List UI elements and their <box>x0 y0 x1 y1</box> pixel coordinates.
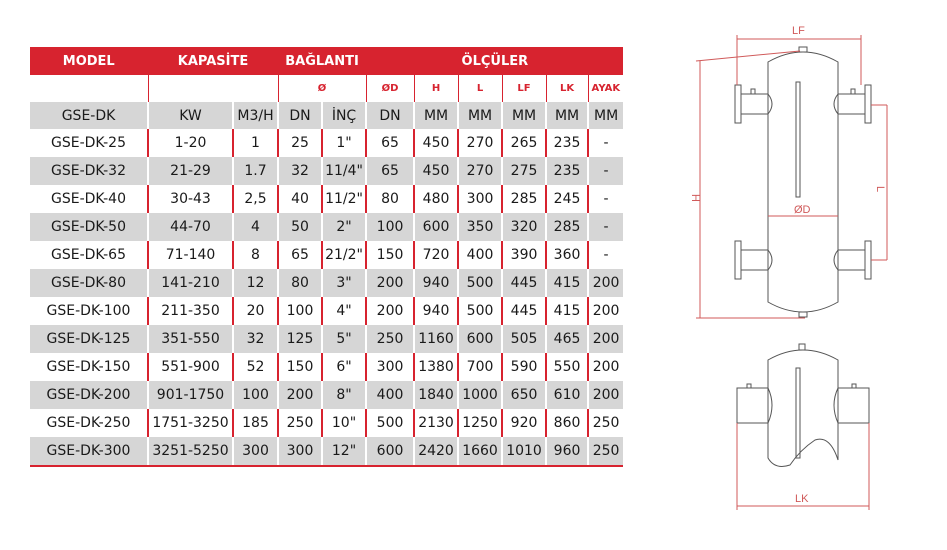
specifications-table <box>30 47 623 467</box>
header-model: MODEL <box>30 47 148 75</box>
unit-l: MM <box>458 102 502 129</box>
cell-model: GSE-DK-32 <box>30 157 148 185</box>
cell-ayak: 200 <box>588 297 623 325</box>
table-row <box>30 297 623 325</box>
cell-model: GSE-DK-40 <box>51 191 126 207</box>
cell-ayak: 200 <box>588 381 623 409</box>
cell-h: 2420 <box>414 437 458 466</box>
cell-model: GSE-DK-65 <box>51 247 126 263</box>
table-row <box>30 269 623 297</box>
subheader-l: L <box>458 75 502 102</box>
cell-h: 720 <box>414 241 458 269</box>
cell-kw: 30-43 <box>148 185 233 213</box>
cell-l: 270 <box>458 129 502 157</box>
cell-kw: 71-140 <box>148 241 233 269</box>
cell-model: GSE-DK-25 <box>51 135 126 151</box>
cell-kw: 211-350 <box>148 297 233 325</box>
bottom-drain-icon <box>799 312 807 317</box>
cell-lk: 465 <box>546 325 588 353</box>
cell-h: 480 <box>414 185 458 213</box>
cell-inc: 8" <box>322 381 366 409</box>
cell-lk: 245 <box>546 185 588 213</box>
cell-kw: 3251-5250 <box>148 437 233 466</box>
cell-m3h: 52 <box>233 353 278 381</box>
cell-lk: 415 <box>546 297 588 325</box>
cell-h: 940 <box>414 297 458 325</box>
unit-kw: KW <box>148 102 233 129</box>
cell-lf: 445 <box>502 269 546 297</box>
cell-l: 700 <box>458 353 502 381</box>
cell-inc: 1" <box>322 129 366 157</box>
separator-technical-drawing <box>680 10 910 510</box>
subheader-od: ØD <box>366 75 414 102</box>
top-vent-icon <box>799 47 807 52</box>
cell-kw: 1751-3250 <box>148 409 233 437</box>
cell-od: 200 <box>366 269 414 297</box>
cell-od: 80 <box>366 185 414 213</box>
cell-dn: 125 <box>278 325 322 353</box>
table-row <box>30 353 623 381</box>
cell-dn: 200 <box>278 381 322 409</box>
cell-l: 350 <box>458 213 502 241</box>
table-body <box>30 129 623 466</box>
table-header-row <box>30 47 623 75</box>
unit-inc: İNÇ <box>322 102 366 129</box>
cell-lk: 415 <box>546 269 588 297</box>
cell-ayak: 250 <box>588 409 623 437</box>
cell-h: 600 <box>414 213 458 241</box>
cell-lf: 320 <box>502 213 546 241</box>
cell-dn: 40 <box>278 185 322 213</box>
cell-m3h: 2,5 <box>233 185 278 213</box>
cell-lf: 505 <box>502 325 546 353</box>
subheader-kapasite-empty <box>148 75 278 102</box>
cell-inc: 21/2" <box>322 241 366 269</box>
header-kapasite: KAPASİTE <box>148 47 278 75</box>
cell-model: GSE-DK-125 <box>30 325 148 353</box>
cell-lf: 275 <box>502 157 546 185</box>
cell-od: 250 <box>366 325 414 353</box>
cell-lf: 650 <box>502 381 546 409</box>
cell-h: 940 <box>414 269 458 297</box>
cell-m3h: 20 <box>233 297 278 325</box>
cell-inc: 2" <box>322 213 366 241</box>
cell-kw: 551-900 <box>148 353 233 381</box>
cell-l: 270 <box>458 157 502 185</box>
cell-od: 150 <box>366 241 414 269</box>
subheader-lf: LF <box>502 75 546 102</box>
vessel-section-view <box>768 350 838 466</box>
table-units-row <box>30 102 623 129</box>
table-row <box>30 213 623 241</box>
cell-lf: 390 <box>502 241 546 269</box>
cell-h: 450 <box>414 129 458 157</box>
cell-inc: 11/2" <box>322 185 366 213</box>
cell-model: GSE-DK-300 <box>30 437 148 466</box>
table-row <box>30 325 623 353</box>
table-row <box>30 185 623 213</box>
cell-ayak: - <box>588 129 623 157</box>
label-lf: LF <box>792 25 805 37</box>
cell-model: GSE-DK-200 <box>30 381 148 409</box>
cell-l: 600 <box>458 325 502 353</box>
header-olculer: ÖLÇÜLER <box>366 47 623 75</box>
cell-m3h: 12 <box>233 269 278 297</box>
subheader-empty <box>30 75 148 102</box>
cell-l: 300 <box>458 185 502 213</box>
cell-inc: 3" <box>322 269 366 297</box>
cell-inc: 4" <box>322 297 366 325</box>
cell-lk: 960 <box>546 437 588 466</box>
cell-m3h: 100 <box>233 381 278 409</box>
cell-lf: 1010 <box>502 437 546 466</box>
label-od: ØD <box>794 204 811 216</box>
cell-h: 1160 <box>414 325 458 353</box>
cell-dn: 150 <box>278 353 322 381</box>
cell-l: 1660 <box>458 437 502 466</box>
cell-ayak: 200 <box>588 325 623 353</box>
cell-m3h: 4 <box>233 213 278 241</box>
cell-dn: 250 <box>278 409 322 437</box>
cell-od: 65 <box>366 129 414 157</box>
cell-lk: 235 <box>546 157 588 185</box>
cell-lf: 285 <box>502 185 546 213</box>
cell-kw: 21-29 <box>148 157 233 185</box>
cell-dn: 50 <box>278 213 322 241</box>
cell-kw: 44-70 <box>148 213 233 241</box>
cell-model: GSE-DK-150 <box>46 359 131 375</box>
cell-ayak: 200 <box>588 269 623 297</box>
cell-ayak: 250 <box>588 437 623 466</box>
cell-lf: 445 <box>502 297 546 325</box>
cell-m3h: 1 <box>233 129 278 157</box>
cell-od: 100 <box>366 213 414 241</box>
cell-model: GSE-DK-250 <box>46 415 131 431</box>
cell-m3h: 1.7 <box>233 157 278 185</box>
label-h: H <box>689 194 701 202</box>
cell-dn: 80 <box>278 269 322 297</box>
cell-l: 500 <box>458 269 502 297</box>
cell-h: 1380 <box>414 353 458 381</box>
label-l: L <box>874 186 886 193</box>
cell-lk: 610 <box>546 381 588 409</box>
cell-inc: 10" <box>322 409 366 437</box>
table-row <box>30 241 623 269</box>
cell-kw: 351-550 <box>148 325 233 353</box>
cell-l: 400 <box>458 241 502 269</box>
cell-dn: 65 <box>278 241 322 269</box>
cell-od: 400 <box>366 381 414 409</box>
unit-od-dn: DN <box>366 102 414 129</box>
cell-dn: 100 <box>278 297 322 325</box>
header-baglanti: BAĞLANTI <box>278 47 366 75</box>
cell-m3h: 8 <box>233 241 278 269</box>
cell-h: 450 <box>414 157 458 185</box>
cell-model: GSE-DK-50 <box>30 213 148 241</box>
table-row <box>30 437 623 466</box>
subheader-ayak: AYAK <box>588 75 623 102</box>
cell-h: 2130 <box>414 409 458 437</box>
cell-kw: 141-210 <box>148 269 233 297</box>
cell-od: 600 <box>366 437 414 466</box>
cell-lf: 920 <box>502 409 546 437</box>
cell-m3h: 32 <box>233 325 278 353</box>
table-row <box>30 129 623 157</box>
cell-od: 500 <box>366 409 414 437</box>
cell-inc: 12" <box>322 437 366 466</box>
unit-lf: MM <box>502 102 546 129</box>
cell-model: GSE-DK-100 <box>46 303 131 319</box>
unit-ayak: MM <box>588 102 623 129</box>
table-row <box>30 381 623 409</box>
cell-ayak: 200 <box>588 353 623 381</box>
cell-m3h: 300 <box>233 437 278 466</box>
cell-h: 1840 <box>414 381 458 409</box>
cell-inc: 5" <box>322 325 366 353</box>
label-lk: LK <box>795 493 809 505</box>
cell-lk: 360 <box>546 241 588 269</box>
cell-dn: 32 <box>278 157 322 185</box>
cell-lf: 590 <box>502 353 546 381</box>
cell-inc: 6" <box>322 353 366 381</box>
cell-ayak: - <box>588 241 623 269</box>
subheader-diameter-symbol: Ø <box>278 75 366 102</box>
cell-l: 1250 <box>458 409 502 437</box>
unit-m3h: M3/H <box>233 102 278 129</box>
table-row <box>30 157 623 185</box>
cell-ayak: - <box>588 157 623 185</box>
subheader-lk: LK <box>546 75 588 102</box>
cell-lf: 265 <box>502 129 546 157</box>
cell-l: 1000 <box>458 381 502 409</box>
cell-ayak: - <box>588 185 623 213</box>
cell-od: 200 <box>366 297 414 325</box>
cell-l: 500 <box>458 297 502 325</box>
cell-m3h: 185 <box>233 409 278 437</box>
cell-lk: 860 <box>546 409 588 437</box>
cell-lk: 285 <box>546 213 588 241</box>
dimension-lines <box>696 35 887 510</box>
cell-inc: 11/4" <box>322 157 366 185</box>
table-row <box>30 409 623 437</box>
cell-lk: 550 <box>546 353 588 381</box>
vessel-body <box>768 52 838 312</box>
unit-h: MM <box>414 102 458 129</box>
subheader-h: H <box>414 75 458 102</box>
unit-lk: MM <box>546 102 588 129</box>
table-subheader-row <box>30 75 623 102</box>
cell-od: 300 <box>366 353 414 381</box>
cell-lk: 235 <box>546 129 588 157</box>
cell-ayak: - <box>588 213 623 241</box>
cell-od: 65 <box>366 157 414 185</box>
unit-model: GSE-DK <box>30 102 148 129</box>
cell-model: GSE-DK-80 <box>30 269 148 297</box>
cell-dn: 25 <box>278 129 322 157</box>
cell-dn: 300 <box>278 437 322 466</box>
unit-dn: DN <box>278 102 322 129</box>
cell-kw: 901-1750 <box>148 381 233 409</box>
cell-kw: 1-20 <box>148 129 233 157</box>
